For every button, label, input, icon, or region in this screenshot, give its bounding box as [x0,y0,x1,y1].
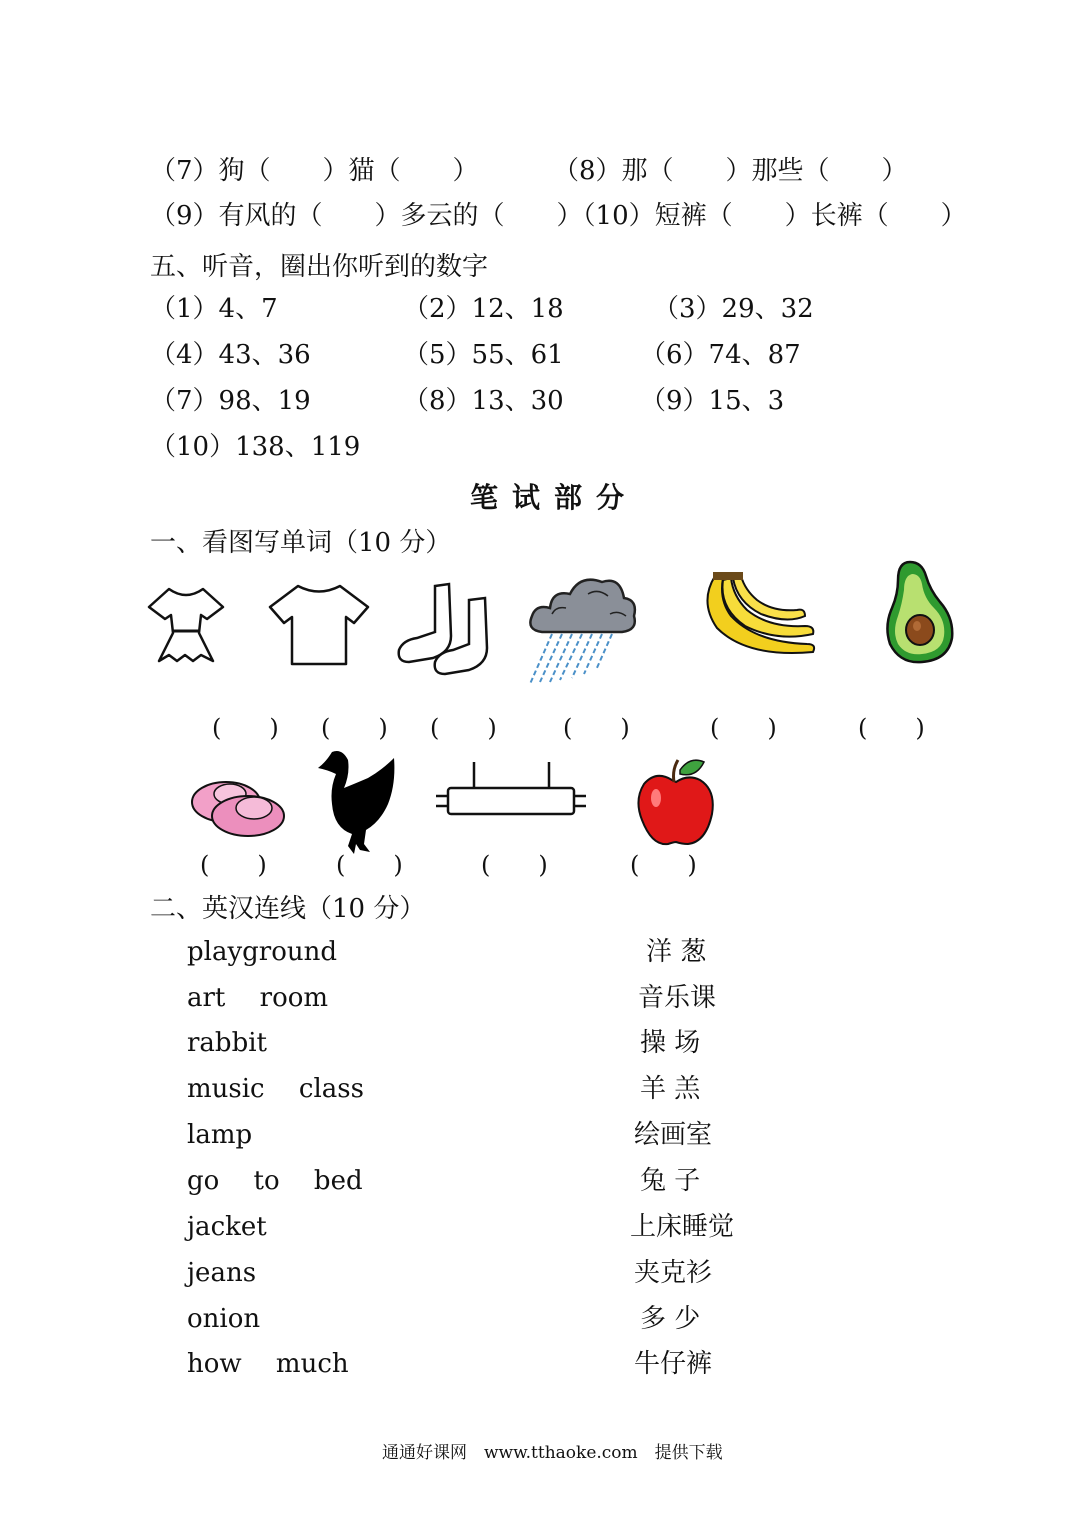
answer-blank[interactable]: ( ) [200,851,267,879]
english-word: how much [187,1349,349,1379]
listen-item: （5）55、61 [403,340,564,370]
tshirt-icon [268,583,370,667]
english-word: onion [187,1304,261,1334]
vocab-row-7: （7）狗（ ）猫（ ） [150,156,479,186]
chinese-word: 绘画室 [634,1120,713,1150]
chinese-word: 牛仔裤 [634,1349,713,1379]
answer-blank[interactable]: ( ) [336,851,403,879]
avocado-icon [884,560,958,666]
chinese-word: 夹克衫 [634,1258,713,1288]
listen-item: （4）43、36 [150,340,311,370]
listen-item: （3）29、32 [653,294,814,324]
section2-title: 二、英汉连线（10 分） [150,894,426,924]
chinese-word: 音乐课 [638,983,717,1013]
listen-item: （7）98、19 [150,386,311,416]
english-word: go to bed [187,1166,363,1196]
answer-blank[interactable]: ( ) [710,714,777,742]
chinese-word: 多 少 [640,1304,701,1334]
section5-title: 五、听音，圈出你听到的数字 [150,252,489,282]
answer-blank[interactable]: ( ) [430,714,497,742]
english-word: art room [187,983,329,1013]
footer-credit: 通通好课网 www.tthaoke.com 提供下载 [382,1443,723,1463]
chinese-word: 操 场 [640,1028,701,1058]
listen-item: （2）12、18 [403,294,564,324]
english-word: jacket [187,1212,267,1242]
slippers-icon [188,772,288,838]
answer-blank[interactable]: ( ) [481,851,548,879]
listen-item: （1）4、7 [150,294,278,324]
chinese-word: 上床睡觉 [630,1212,735,1242]
english-word: rabbit [187,1028,267,1058]
hen-icon [314,748,400,858]
chinese-word: 羊 羔 [640,1074,701,1104]
answer-blank[interactable]: ( ) [212,714,279,742]
vocab-row-8: （8）那（ ）那些（ ） [553,156,908,186]
answer-blank[interactable]: ( ) [858,714,925,742]
lamp-icon [434,760,590,818]
section1-title: 一、看图写单词（10 分） [150,528,452,558]
listen-item: （8）13、30 [403,386,564,416]
answer-blank[interactable]: ( ) [563,714,630,742]
listen-item: （9）15、3 [640,386,785,416]
listen-item: （10）138、119 [150,432,361,462]
answer-blank[interactable]: ( ) [321,714,388,742]
vocab-row-9-10: （9）有风的（ ）多云的（ ）（10）短裤（ ）长裤（ ） [150,201,967,231]
written-part-title: 笔试部分 [470,481,639,514]
chinese-word: 洋 葱 [646,937,707,967]
listen-item: （6）74、87 [640,340,801,370]
bananas-icon [697,572,819,662]
rain-cloud-icon [522,570,640,688]
answer-blank[interactable]: ( ) [630,851,697,879]
english-word: lamp [187,1120,253,1150]
chinese-word: 兔 子 [640,1166,701,1196]
english-word: music class [187,1074,364,1104]
socks-icon [393,578,493,678]
dress-icon [145,585,227,665]
english-word: playground [187,937,338,967]
apple-icon [636,756,714,848]
english-word: jeans [187,1258,257,1288]
